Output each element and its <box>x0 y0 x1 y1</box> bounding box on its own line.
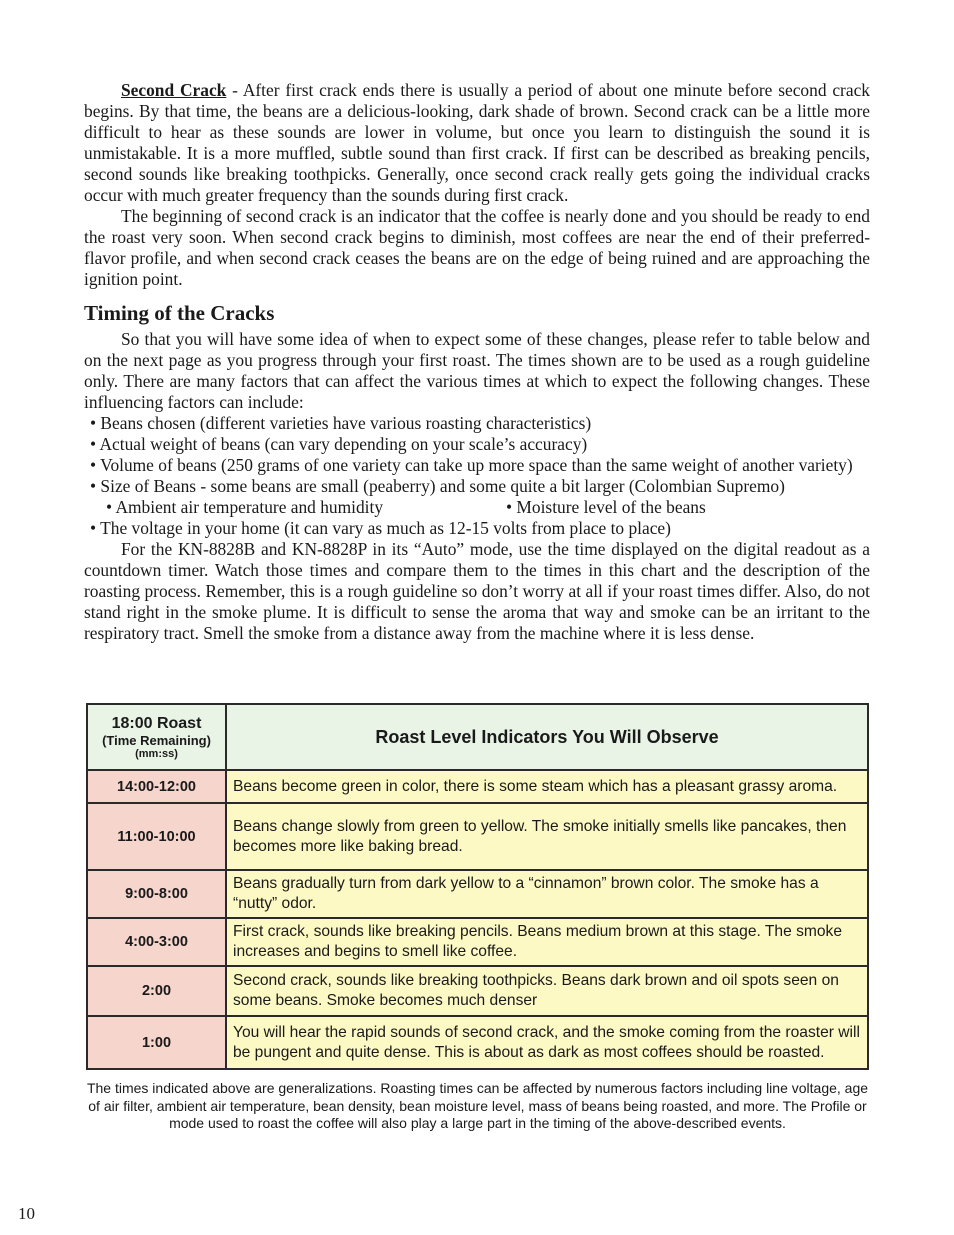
table-row <box>87 1016 868 1069</box>
factor-item: • Actual weight of beans (can vary depending on your scale’s accuracy) <box>90 434 588 454</box>
factor-item: • Ambient air temperature and humidity <box>106 497 384 517</box>
time-cell: 14:00-12:00 <box>87 770 226 803</box>
intro-paragraph-2: The beginning of second crack is an indicator that the coffee is nearly done and you should be ready to end the roast very soon. When second crack begins to diminish, most coffees are near the end of their preferred-flavor profile, and when second crack ceases the beans are on the edge of being ruined and are approaching the ignition point. <box>84 206 870 289</box>
time-cell: 1:00 <box>87 1016 226 1069</box>
page-number: 10 <box>18 1204 35 1223</box>
indicator-cell: Beans become green in color, there is some steam which has a pleasant grassy aroma. <box>226 770 868 803</box>
intro-paragraph-1 <box>84 80 870 206</box>
time-column-header <box>87 704 226 770</box>
second-crack-lead: Second Crack <box>121 80 227 100</box>
factor-item: • Size of Beans - some beans are small (peaberry) and some quite a bit larger (Colombian Supremo) <box>90 476 785 496</box>
table-row <box>87 966 868 1016</box>
indicator-column-header: Roast Level Indicators You Will Observe <box>226 704 868 770</box>
roast-timing-table <box>86 703 869 1070</box>
section-paragraph-1: So that you will have some idea of when to expect some of these changes, please refer to table below and on the next page as you progress through your first roast. The times shown are to be used as a rough guideline only. There are many factors that can affect the various times at which to expect the following changes. These influencing factors can include: <box>84 329 870 412</box>
indicator-cell: Second crack, sounds like breaking toothpicks. Beans dark brown and oil spots seen on some beans. Smoke becomes much denser <box>226 966 868 1016</box>
table-footnote: The times indicated above are generalizations. Roasting times can be affected by numerous factors including line voltage, age of air filter, ambient air temperature, bean density, bean moisture level, mass of beans being roasted, and more. The Profile or mode used to roast the coffee will also play a large part in the timing of the above-described events. <box>86 1080 869 1131</box>
factor-item: • The voltage in your home (it can vary as much as 12-15 volts from place to place) <box>90 518 671 538</box>
factor-item-pair <box>84 497 870 518</box>
intro-paragraph-1-text: - After first crack ends there is usually a period of about one minute before second crack begins. By that time, the beans are a delicious-looking, dark shade of brown. Second crack can be a little more difficult to hear as these sounds are lower in volume, but once you learn to distinguish the sound it is unmistakable. It is a more muffled, subtle sound than first crack. If first can be described as breaking pencils, second sounds like breaking toothpicks. Generally, once second crack really gets going the individual cracks occur with much greater frequency than the sounds during first crack. <box>84 80 870 205</box>
table-row <box>87 770 868 803</box>
table-header-row <box>87 704 868 770</box>
time-header-unit: (mm:ss) <box>135 747 178 760</box>
time-header-subtitle: (Time Remaining) <box>102 732 211 748</box>
factor-item: • Moisture level of the beans <box>506 497 706 517</box>
time-header-title: 18:00 Roast <box>111 714 202 732</box>
indicator-cell: Beans gradually turn from dark yellow to a “cinnamon” brown color. The smoke has a “nutty” odor. <box>226 870 868 918</box>
factor-item: • Volume of beans (250 grams of one variety can take up more space than the same weight of another variety) <box>90 455 853 475</box>
section-heading: Timing of the Cracks <box>84 301 275 325</box>
time-cell: 2:00 <box>87 966 226 1016</box>
time-cell: 9:00-8:00 <box>87 870 226 918</box>
indicator-cell: Beans change slowly from green to yellow. The smoke initially smells like pancakes, then becomes more like baking bread. <box>226 803 868 870</box>
table-row <box>87 870 868 918</box>
indicator-cell: First crack, sounds like breaking pencils. Beans medium brown at this stage. The smoke increases and begins to smell like coffee. <box>226 918 868 966</box>
table-row <box>87 803 868 870</box>
indicator-cell: You will hear the rapid sounds of second crack, and the smoke coming from the roaster will be pungent and quite dense. This is about as dark as most coffees should be roasted. <box>226 1016 868 1069</box>
factor-item: • Beans chosen (different varieties have various roasting characteristics) <box>90 413 592 433</box>
section-paragraph-2: For the KN-8828B and KN-8828P in its “Auto” mode, use the time displayed on the digital readout as a countdown timer. Watch those times and compare them to the times in this chart and the description of the roasting process. Remember, this is a rough guideline so don’t worry at all if your roast times differ. Also, do not stand right in the smoke plume. It is difficult to sense the aroma that way and smoke can be an irritant to the respiratory tract. Smell the smoke from a distance away from the machine where it is less dense. <box>84 539 870 643</box>
factor-list <box>84 413 870 539</box>
table-row <box>87 918 868 966</box>
time-cell: 4:00-3:00 <box>87 918 226 966</box>
time-cell: 11:00-10:00 <box>87 803 226 870</box>
page-body <box>84 80 870 644</box>
